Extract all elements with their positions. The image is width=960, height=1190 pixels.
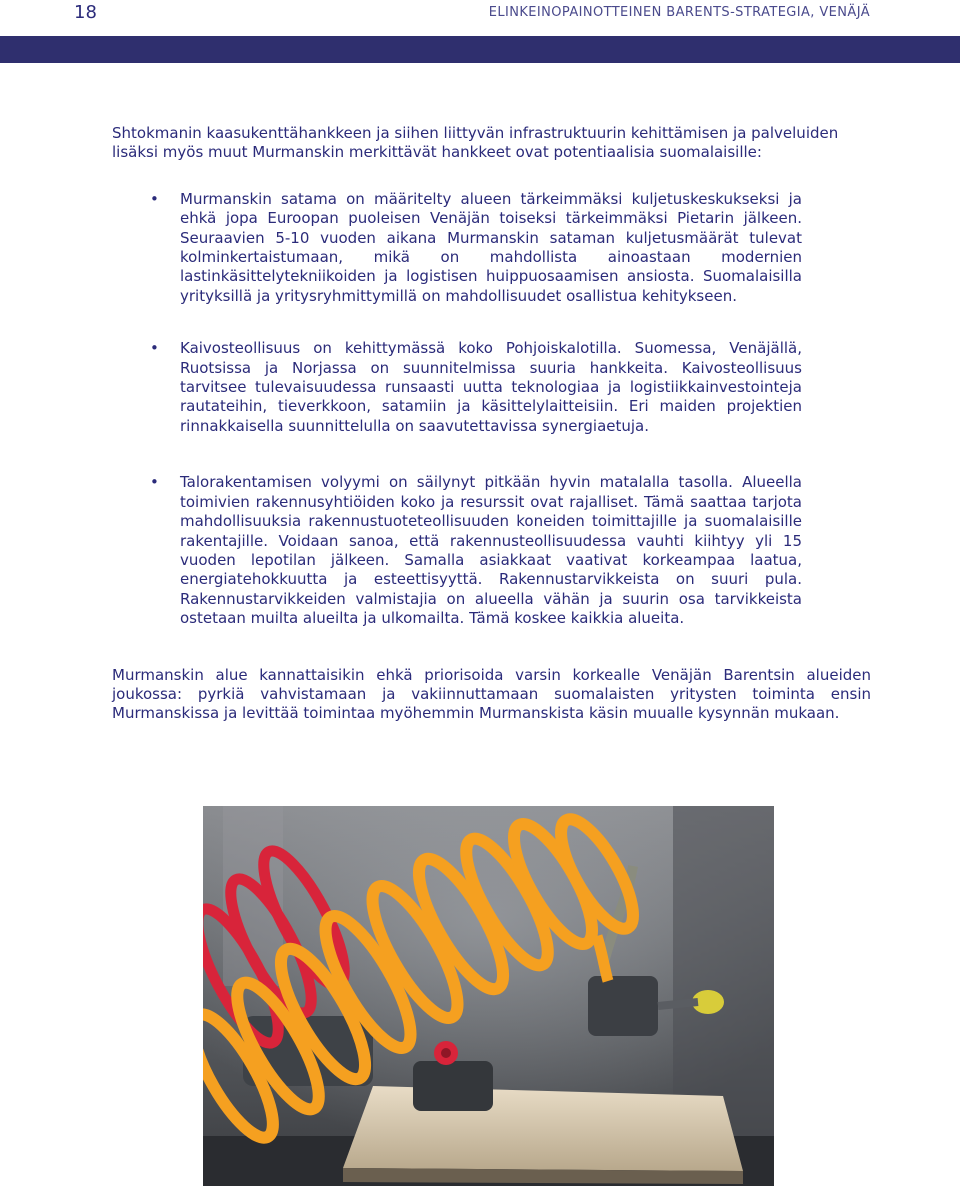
bullet-item-mining: • Kaivosteollisuus on kehittymässä koko Pohjoiskalotilla. Suomessa, Venäjällä, Ruotsissa ja Norjassa on suunnitelmissa suuria hankkeita. Kaivosteollisuus tarvitsee tulevaisuudessa runsaasti uutta teknologiaa ja logistiikkainvestointeja rautateihin, tieverkkoon, satamiin ja käsittelylaitteisiin. Eri maiden projektien rinnakkaisella suunnittelulla on saavutettavissa synergiaetuja.: [112, 339, 802, 436]
coiled-air-hoses-photo: [203, 806, 774, 1186]
page-number: 18: [74, 2, 97, 23]
header-band: [0, 36, 960, 63]
intro-paragraph: Shtokmanin kaasukenttähankkeen ja siihen liittyvän infrastruktuurin kehittämisen ja palveluiden lisäksi myös muut Murmanskin merkittävät hankkeet ovat potentiaalisia suomalaisille:: [112, 124, 839, 162]
page-header: [0, 0, 960, 36]
bullet-item-construction: • Talorakentamisen volyymi on säilynyt pitkään hyvin matalalla tasolla. Alueella toimivien rakennusyhtiöiden koko ja resurssit ovat rajalliset. Tämä saattaa tarjota mahdollisuuksia rakennustuoteteollisuuden koneiden toimittajille ja suomalaisille rakentajille. Voidaan sanoa, että rakennusteollisuudessa vauhti kiihtyy yli 15 vuoden lepotilan jälkeen. Samalla asiakkaat vaativat korkeampaa laatua, energiatehokkuutta ja esteettisyyttä. Rakennustarvikkeista on suuri pula. Rakennustarvikkeiden valmistajia on alueella vähän ja suurin osa tarvikkeista ostetaan muilta alueilta ja ulkomailta. Tämä koskee kaikkia alueita.: [112, 473, 802, 628]
bullet-list: [112, 190, 871, 629]
body-text: [112, 124, 871, 724]
closing-paragraph: Murmanskin alue kannattaisikin ehkä priorisoida varsin korkealle Venäjän Barentsin alueiden joukossa: pyrkiä vahvistamaan ja vakiinnuttamaan suomalaisten yritysten toiminta ensin Murmanskissa ja levittää toimintaa myöhemmin Murmanskista käsin muualle kysynnän mukaan.: [112, 665, 871, 723]
running-title: ELINKEINOPAINOTTEINEN BARENTS-STRATEGIA, VENÄJÄ: [488, 5, 870, 20]
bullet-item-harbour: • Murmanskin satama on määritelty alueen tärkeimmäksi kuljetuskeskukseksi ja ehkä jopa Euroopan puoleisen Venäjän toiseksi tärkeimmäksi Pietarin jälkeen. Seuraavien 5-10 vuoden aikana Murmanskin sataman kuljetusmäärät tulevat kolminkertaistumaan, mikä on mahdollista ainoastaan modernien lastinkäsittelytekniikoiden ja logistisen huippuosaamisen ansiosta. Suomalaisilla yrityksillä ja yritysryhmittymillä on mahdollisuudet osallistua kehitykseen.: [112, 190, 802, 306]
